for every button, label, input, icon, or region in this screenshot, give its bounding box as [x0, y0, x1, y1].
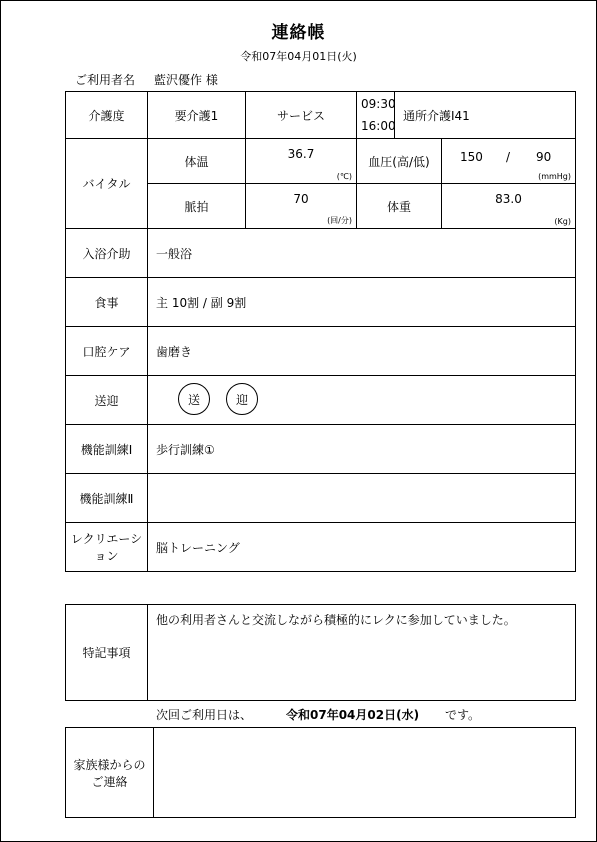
training1-value: 歩行訓練① [148, 425, 576, 474]
care-level-row [66, 92, 576, 139]
meal-label: 食事 [66, 278, 148, 327]
recreation-row [66, 523, 576, 572]
vitals-row-1 [66, 139, 576, 184]
service-time-start: 09:30 [361, 97, 396, 111]
next-visit-suffix: です。 [445, 708, 481, 722]
training2-row [66, 474, 576, 523]
blood-pressure-cell [442, 139, 576, 184]
meal-row [66, 278, 576, 327]
blood-pressure-label: 血圧(高/低) [357, 139, 442, 184]
bp-high-value: 150 [460, 150, 483, 164]
family-message-label-line2: ご連絡 [91, 774, 128, 789]
temperature-label: 体温 [148, 139, 246, 184]
oral-care-row [66, 327, 576, 376]
weight-unit: (Kg) [554, 217, 571, 226]
transport-label: 送迎 [66, 376, 148, 425]
training2-label: 機能訓練Ⅱ [66, 474, 148, 523]
service-time-end: 16:00 [361, 119, 396, 133]
notes-text: 他の利用者さんと交流しながら積極的にレクに参加していました。 [148, 605, 576, 701]
report-date: 令和07年04月01日(火) [240, 50, 357, 63]
family-message-label [66, 728, 154, 818]
temperature-unit: (℃) [336, 172, 352, 181]
family-message-table [65, 727, 576, 818]
user-name-label: ご利用者名 [75, 73, 136, 87]
weight-value: 83.0 [495, 192, 522, 206]
next-visit-prefix: 次回ご利用日は、 [156, 708, 253, 722]
recreation-label: レクリエーション [66, 523, 148, 572]
record-table [65, 91, 576, 572]
bp-separator: / [506, 150, 511, 164]
temperature-value: 36.7 [287, 147, 315, 161]
oral-care-label: 口腔ケア [66, 327, 148, 376]
transport-cell [148, 376, 576, 425]
bath-value: 一般浴 [148, 229, 576, 278]
notes-label: 特記事項 [66, 605, 148, 701]
bath-row [66, 229, 576, 278]
care-level-label: 介護度 [66, 92, 148, 139]
weight-cell [442, 184, 576, 229]
meal-value: 主 10割 / 副 9割 [148, 278, 576, 327]
service-name: 通所介護Ⅰ41 [395, 92, 576, 139]
vitals-label: バイタル [66, 139, 148, 229]
care-level-value: 要介護1 [148, 92, 246, 139]
family-message-field[interactable] [154, 728, 576, 818]
page-title: 連絡帳 [271, 23, 326, 43]
temperature-cell [246, 139, 357, 184]
training1-row [66, 425, 576, 474]
notes-table [65, 604, 576, 701]
family-message-label-line1: 家族様からの [73, 757, 146, 772]
service-label: サービス [246, 92, 357, 139]
training1-label: 機能訓練Ⅰ [66, 425, 148, 474]
bp-low-value: 90 [536, 150, 552, 164]
pickup-circle: 送 [178, 383, 210, 415]
bp-unit: (mmHg) [538, 172, 571, 181]
weight-label: 体重 [357, 184, 442, 229]
oral-care-value: 歯磨き [148, 327, 576, 376]
next-visit-date: 令和07年04月02日(水) [286, 708, 420, 722]
pulse-label: 脈拍 [148, 184, 246, 229]
user-name-value: 藍沢優作 様 [154, 73, 218, 87]
training2-value [148, 474, 576, 523]
pulse-unit: (回/分) [327, 216, 352, 225]
bath-label: 入浴介助 [66, 229, 148, 278]
pulse-value: 70 [293, 192, 309, 206]
recreation-value: 脳トレーニング [148, 523, 576, 572]
dropoff-circle: 迎 [226, 383, 258, 415]
pulse-cell [246, 184, 357, 229]
service-times [357, 92, 395, 139]
transport-row [66, 376, 576, 425]
